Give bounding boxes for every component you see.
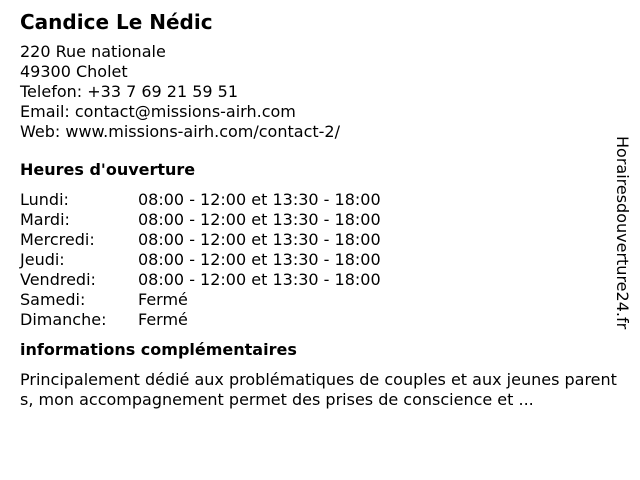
hours-row-mardi (20, 210, 620, 230)
hours-day: Vendredi: (20, 270, 96, 289)
address-city: 49300 Cholet (20, 62, 128, 81)
hours-row-mercredi (20, 230, 620, 250)
hours-day: Jeudi: (20, 250, 65, 269)
hours-day: Mercredi: (20, 230, 95, 249)
info-heading: informations complémentaires (20, 340, 297, 359)
business-card (20, 10, 620, 410)
hours-table (20, 190, 620, 330)
hours-row-lundi (20, 190, 620, 210)
address-street: 220 Rue nationale (20, 42, 166, 61)
phone-line: Telefon: +33 7 69 21 59 51 (20, 82, 239, 101)
info-description: Principalement dédié aux problématiques de couples et aux jeunes parents, mon accompagnement permet des prises de conscience et ... (20, 370, 617, 409)
hours-heading: Heures d'ouverture (20, 160, 196, 179)
hours-day: Dimanche: (20, 310, 107, 329)
hours-time: 08:00 - 12:00 et 13:30 - 18:00 (138, 270, 381, 289)
web-line: Web: www.missions-airh.com/contact-2/ (20, 122, 340, 141)
hours-row-jeudi (20, 250, 620, 270)
hours-time: Fermé (138, 290, 188, 309)
hours-time: 08:00 - 12:00 et 13:30 - 18:00 (138, 210, 381, 229)
hours-row-samedi (20, 290, 620, 310)
business-name: Candice Le Nédic (20, 10, 213, 34)
email-line: Email: contact@missions-airh.com (20, 102, 296, 121)
hours-day: Lundi: (20, 190, 69, 209)
hours-time: 08:00 - 12:00 et 13:30 - 18:00 (138, 250, 381, 269)
hours-time: Fermé (138, 310, 188, 329)
hours-row-dimanche (20, 310, 620, 330)
hours-time: 08:00 - 12:00 et 13:30 - 18:00 (138, 230, 381, 249)
hours-day: Mardi: (20, 210, 70, 229)
site-watermark: Horairesdouverture24.fr (613, 136, 632, 330)
hours-day: Samedi: (20, 290, 86, 309)
hours-row-vendredi (20, 270, 620, 290)
hours-time: 08:00 - 12:00 et 13:30 - 18:00 (138, 190, 381, 209)
